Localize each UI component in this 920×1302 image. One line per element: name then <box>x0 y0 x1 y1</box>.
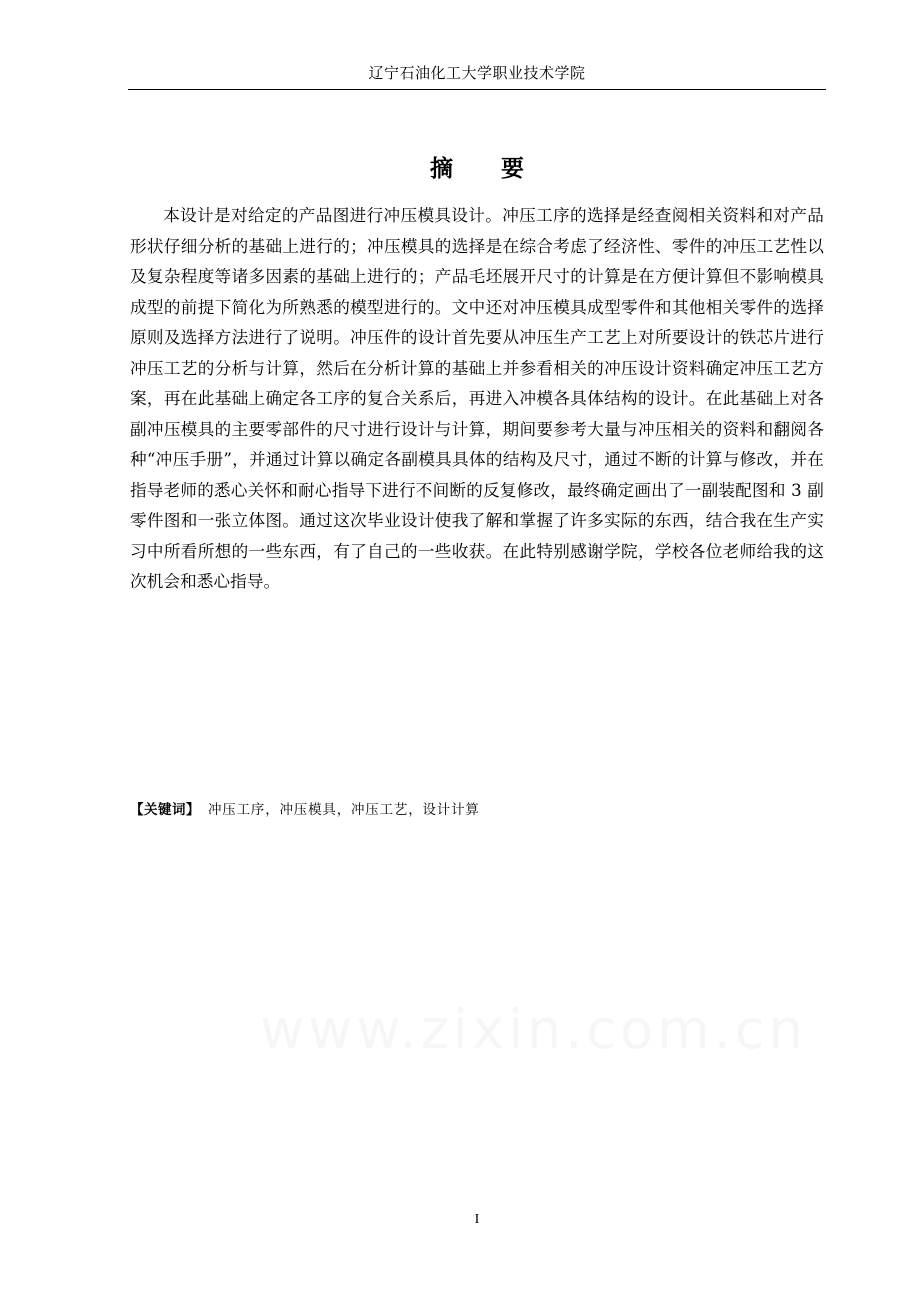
keywords-label: 【关键词】 <box>130 802 200 818</box>
keywords-line <box>130 799 824 821</box>
running-header: 辽宁石油化工大学职业技术学院 <box>368 64 586 82</box>
header-rule <box>128 89 826 90</box>
abstract-body: 本设计是对给定的产品图进行冲压模具设计。冲压工序的选择是经查阅相关资料和对产品形状仔细分析的基础上进行的；冲压模具的选择是在综合考虑了经济性、零件的冲压工艺性以及复杂程度等诸多因素的基础上进行的；产品毛坯展开尺寸的计算是在方便计算但不影响模具成型的前提下简化为所熟悉的模型进行的。文中还对冲压模具成型零件和其他相关零件的选择原则及选择方法进行了说明。冲压件的设计首先要从冲压生产工艺上对所要设计的铁芯片进行冲压工艺的分析与计算，然后在分析计算的基础上并参看相关的冲压设计资料确定冲压工艺方案，再在此基础上确定各工序的复合关系后，再进入冲模各具体结构的设计。在此基础上对各副冲压模具的主要零部件的尺寸进行设计与计算，期间要参考大量与冲压相关的资料和翻阅各种“冲压手册”，并通过计算以确定各副模具具体的结构及尺寸，通过不断的计算与修改，并在指导老师的悉心关怀和耐心指导下进行不间断的反复修改，最终确定画出了一副装配图和 3 副零件图和一张立体图。通过这次毕业设计使我了解和掌握了许多实际的东西，结合我在生产实习中所看所想的一些东西，有了自己的一些收获。在此特别感谢学院，学校各位老师给我的这次机会和悉心指导。 <box>130 206 824 591</box>
watermark <box>260 1000 700 1060</box>
page-number: I <box>474 1212 480 1227</box>
abstract-title: 摘 要 <box>429 156 544 182</box>
keywords-text: 冲压工序，冲压模具，冲压工艺，设计计算 <box>208 802 480 818</box>
